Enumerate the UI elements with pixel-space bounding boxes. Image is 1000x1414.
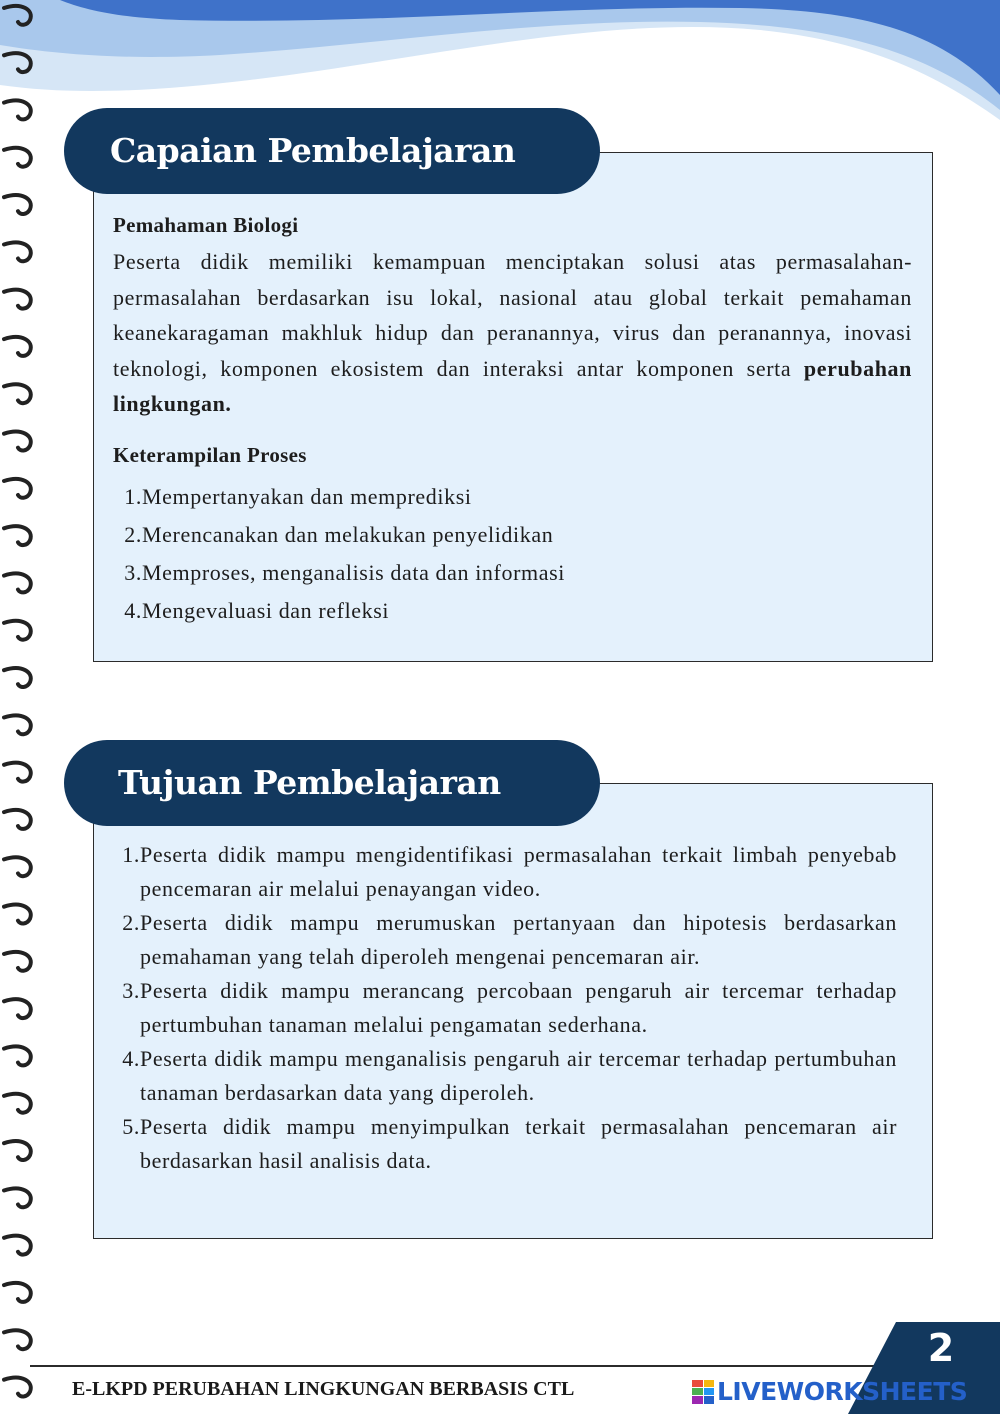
list-number: 2.	[122, 910, 140, 935]
spiral-ring	[4, 242, 31, 261]
spiral-ring	[4, 1330, 31, 1349]
list-text: Peserta didik mampu menganalisis pengaruh air tercemar terhadap pertumbuhan tanaman berdasarkan data yang diperoleh.	[140, 1046, 897, 1105]
spiral-ring	[4, 290, 31, 309]
spiral-ring	[4, 905, 31, 924]
learning-objectives-list	[113, 838, 897, 1178]
list-number: 1.	[122, 842, 140, 867]
spiral-ring	[4, 857, 31, 876]
biology-understanding-paragraph	[113, 244, 912, 422]
list-item	[113, 554, 912, 592]
liveworksheets-logo[interactable]	[692, 1377, 967, 1406]
spiral-ring	[4, 621, 31, 640]
spiral-ring	[4, 1188, 31, 1207]
list-text: Peserta didik mampu merancang percobaan pengaruh air tercemar terhadap pertumbuhan tanaman melalui pengamatan sederhana.	[140, 978, 897, 1037]
spiral-ring	[4, 53, 31, 72]
spiral-ring	[4, 715, 31, 734]
list-text: Merencanakan dan melakukan penyelidikan	[142, 521, 554, 547]
list-number: 4.	[122, 1046, 140, 1071]
list-number: 4.	[124, 597, 142, 623]
learning-outcomes-heading: Capaian Pembelajaran	[64, 108, 600, 194]
spiral-ring	[4, 1378, 31, 1397]
liveworksheets-logo-text: LIVEWORKSHEETS	[717, 1377, 968, 1406]
list-text: Peserta didik mampu mengidentifikasi permasalahan terkait limbah penyebab pencemaran air melalui penayangan video.	[140, 842, 897, 901]
list-item	[113, 906, 897, 974]
learning-outcomes-content	[113, 210, 912, 630]
spiral-ring	[4, 574, 31, 593]
spiral-ring	[4, 384, 31, 403]
spiral-ring	[4, 432, 31, 451]
list-text: Mempertanyakan dan memprediksi	[142, 483, 472, 509]
spiral-ring	[4, 1094, 31, 1113]
spiral-ring	[4, 337, 31, 356]
spiral-binding-decoration	[0, 0, 40, 1414]
page-number: 2	[927, 1326, 955, 1370]
liveworksheets-logo-icon	[692, 1380, 714, 1404]
list-item	[113, 592, 912, 630]
spiral-ring	[4, 6, 31, 25]
spiral-ring	[4, 763, 31, 782]
list-item	[113, 478, 912, 516]
spiral-ring	[4, 148, 31, 167]
spiral-ring	[4, 668, 31, 687]
spiral-ring	[4, 1141, 31, 1160]
list-item	[113, 974, 897, 1042]
learning-objectives-heading: Tujuan Pembelajaran	[64, 740, 600, 826]
spiral-ring	[4, 1047, 31, 1066]
footer-title: E-LKPD PERUBAHAN LINGKUNGAN BERBASIS CTL	[72, 1378, 575, 1400]
list-text: Peserta didik mampu menyimpulkan terkait permasalahan pencemaran air berdasarkan hasil analisis data.	[140, 1114, 897, 1173]
list-item	[113, 1042, 897, 1110]
list-number: 3.	[122, 978, 140, 1003]
list-number: 3.	[124, 559, 142, 585]
spiral-ring	[4, 101, 31, 120]
list-number: 2.	[124, 521, 142, 547]
list-text: Peserta didik mampu merumuskan pertanyaan dan hipotesis berdasarkan pemahaman yang telah diperoleh mengenai pencemaran air.	[140, 910, 897, 969]
list-number: 1.	[124, 483, 142, 509]
list-number: 5.	[122, 1114, 140, 1139]
paragraph-bold-text: perubahan lingkungan.	[113, 355, 912, 416]
spiral-ring	[4, 526, 31, 545]
list-item	[113, 838, 897, 906]
learning-objectives-content	[113, 838, 897, 1178]
spiral-ring	[4, 999, 31, 1018]
spiral-ring	[4, 952, 31, 971]
biology-understanding-subheading: Pemahaman Biologi	[113, 213, 299, 237]
list-text: Mengevaluasi dan refleksi	[142, 597, 390, 623]
list-item	[113, 516, 912, 554]
spiral-ring	[4, 810, 31, 829]
spiral-ring	[4, 1283, 31, 1302]
process-skills-subheading: Keterampilan Proses	[113, 442, 307, 467]
spiral-ring	[4, 1236, 31, 1255]
spiral-ring	[4, 195, 31, 214]
list-text: Memproses, menganalisis data dan informasi	[142, 559, 565, 585]
spiral-ring	[4, 479, 31, 498]
process-skills-list	[113, 478, 912, 630]
paragraph-text: Peserta didik memiliki kemampuan menciptakan solusi atas permasalahan-permasalahan berdasarkan isu lokal, nasional atau global terkait pemahaman keanekaragaman makhluk hidup dan peranannya, virus dan peranannya, inovasi teknologi, komponen ekosistem dan interaksi antar komponen serta	[113, 249, 912, 381]
list-item	[113, 1110, 897, 1178]
